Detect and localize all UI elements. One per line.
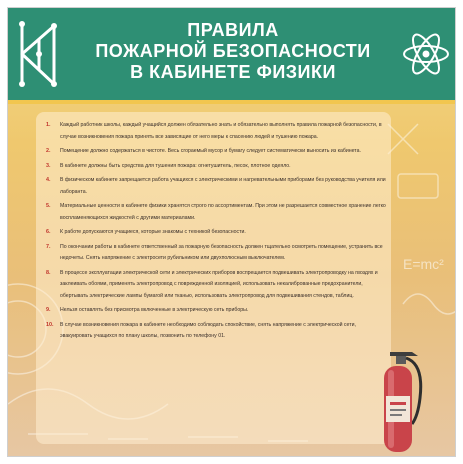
rule-text: В физическом кабинете запрещается работа учащихся с электрическими и нагревательными приборами без руководства учителя или лаборанта.: [60, 177, 386, 195]
rule-text: Помещение должно содержаться в чистоте. Весь сгораемый мусор и бумагу следует систематически выносить из кабинета.: [60, 148, 361, 154]
rule-item: [46, 268, 386, 303]
rule-text: Нельзя оставлять без присмотра включенные в электрическую сеть приборы.: [60, 307, 249, 313]
poster-title: [68, 20, 398, 83]
rule-item: [46, 227, 386, 239]
rule-item: [46, 242, 386, 265]
rule-number: 6.: [46, 229, 51, 235]
rule-item: [46, 161, 386, 173]
formula-text: E=mc²: [403, 256, 444, 272]
rule-number: 4.: [46, 177, 51, 183]
header-banner: [8, 8, 455, 100]
rule-text: Каждый работник школы, каждый учащийся должен обязательно знать и обязательно выполнять правила пожарной безопасности, в случае возникновения пожара принять все зависящие от него меры к спасению людей и тушению пожара.: [60, 122, 382, 140]
title-line-1: ПРАВИЛА: [187, 20, 279, 40]
rules-list: [46, 120, 386, 346]
rule-item: [46, 175, 386, 198]
rule-item: [46, 305, 386, 317]
title-line-3: В КАБИНЕТЕ ФИЗИКИ: [130, 62, 336, 82]
rule-item: [46, 320, 386, 343]
rule-item: [46, 146, 386, 158]
atom-icon: [402, 18, 450, 90]
rule-item: [46, 120, 386, 143]
rule-number: 2.: [46, 148, 51, 154]
rule-text: Материальные ценности в кабинете физики хранятся строго по ассортиментам. При этом не разрешается совместное хранение легко воспламеняющихся жидкостей с другими материалами.: [60, 203, 386, 221]
rule-text: В кабинете должны быть средства для тушения пожара: огнетушитель, песок, плотное одеяло.: [60, 162, 291, 169]
circuit-logo-icon: [14, 14, 64, 94]
rule-text: По окончании работы в кабинете ответственный за пожарную безопасность должен тщательно осмотреть помещение, устранить все недочеты. Снять напряжение с электросети рубильником или двухполюсным выключателем.: [60, 243, 383, 261]
rule-text: В процессе эксплуатации электрической сети и электрических приборов воспрещается подвешивать электропроводку на гвоздях и заклеивать обоями, применять электропровод с поврежденной изоляцией, использовать некалиброванные предохранители, обертывать электрические лампы бумагой или тканью, использовать электропровод для подвешивания стендов, таблиц.: [60, 269, 378, 299]
rule-text: В случае возникновения пожара в кабинете необходимо соблюдать спокойствие, снять напряжение с электрической сети, эвакуировать учащихся по плану школы, позвонить по телефону 01.: [60, 321, 356, 339]
fire-extinguisher-icon: [366, 348, 428, 456]
rule-number: 8.: [46, 269, 51, 276]
rule-number: 9.: [46, 307, 51, 313]
rule-number: 1.: [46, 122, 51, 128]
rule-number: 3.: [46, 162, 51, 169]
rule-number: 5.: [46, 203, 51, 209]
rule-text: К работе допускаются учащиеся, которые знакомы с техникой безопасности.: [60, 229, 246, 235]
rule-number: 10.: [46, 321, 54, 328]
title-line-2: ПОЖАРНОЙ БЕЗОПАСНОСТИ: [95, 41, 371, 61]
poster: [7, 7, 456, 457]
rule-item: [46, 201, 386, 224]
rule-number: 7.: [46, 243, 51, 250]
